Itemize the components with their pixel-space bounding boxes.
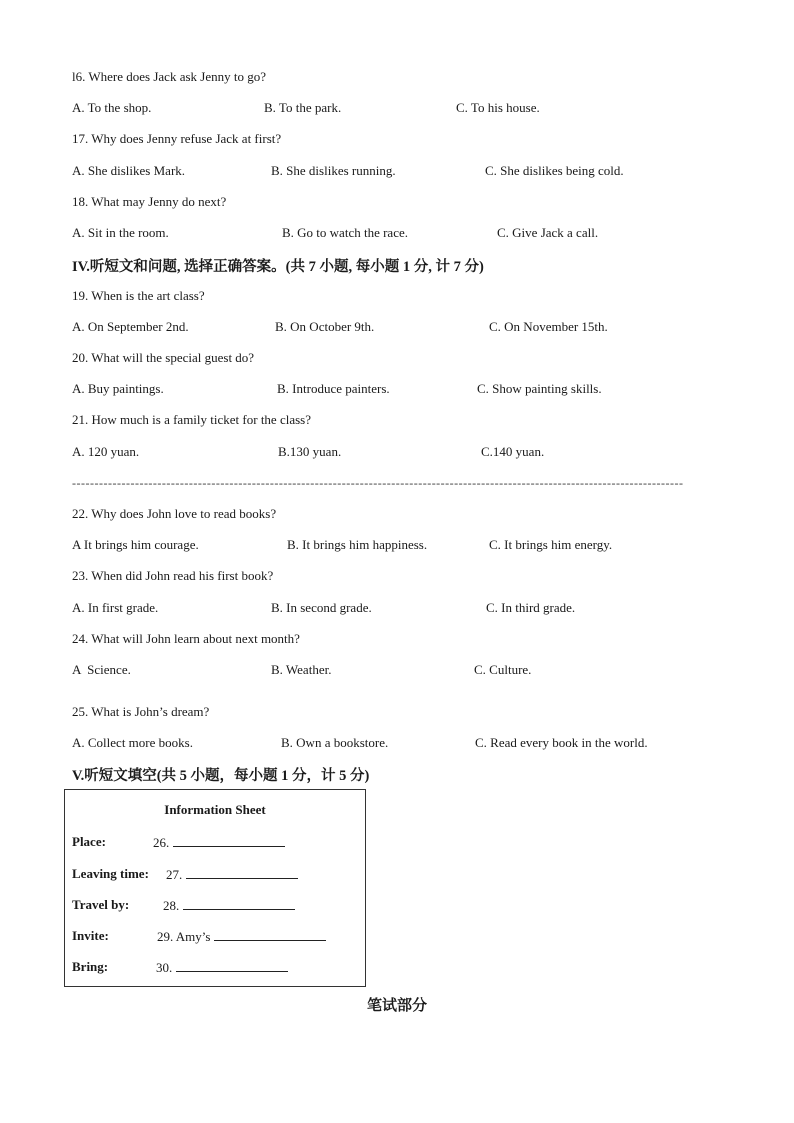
option-17-b: B. She dislikes running. bbox=[271, 163, 396, 178]
written-part-heading: 笔试部分 bbox=[366, 996, 427, 1014]
option-17-a: A. She dislikes Mark. bbox=[72, 163, 186, 178]
option-18-b: B. Go to watch the race. bbox=[282, 225, 408, 240]
option-22-b: B. It brings him happiness. bbox=[287, 537, 428, 552]
info-label-invite: Invite: bbox=[72, 928, 109, 943]
option-19-c: C. On November 15th. bbox=[489, 319, 608, 334]
info-label-leaving-time: Leaving time: bbox=[72, 866, 149, 881]
info-blank-26: 26. bbox=[153, 834, 285, 851]
option-25-c: C. Read every book in the world. bbox=[475, 735, 648, 750]
question-25: 25. What is John’s dream? bbox=[72, 704, 210, 719]
info-label-travel-by: Travel by: bbox=[72, 897, 130, 912]
information-sheet-title: Information Sheet bbox=[164, 802, 266, 817]
question-20: 20. What will the special guest do? bbox=[72, 350, 255, 365]
dashed-divider: ---------------------------------------------------------------------------------------------------------------------------------------- bbox=[72, 476, 684, 490]
question-18: 18. What may Jenny do next? bbox=[72, 194, 227, 209]
option-25-b: B. Own a bookstore. bbox=[281, 735, 389, 750]
question-23: 23. When did John read his first book? bbox=[72, 568, 274, 583]
option-20-a: A. Buy paintings. bbox=[72, 381, 164, 396]
info-blank-28: 28. bbox=[163, 897, 295, 914]
section-5-heading: V.听短文填空(共 5 小题，每小题 1 分，计 5 分) bbox=[72, 768, 370, 784]
info-blank-30: 30. bbox=[156, 959, 288, 976]
option-23-b: B. In second grade. bbox=[271, 600, 372, 615]
info-label-place: Place: bbox=[72, 834, 106, 849]
option-21-b: B.130 yuan. bbox=[278, 444, 342, 459]
option-16-b: B. To the park. bbox=[264, 100, 342, 115]
info-label-bring: Bring: bbox=[72, 959, 109, 974]
option-20-b: B. Introduce painters. bbox=[277, 381, 390, 396]
info-blank-27: 27. bbox=[166, 866, 298, 883]
question-24: 24. What will John learn about next month? bbox=[72, 631, 300, 646]
question-19: 19. When is the art class? bbox=[72, 288, 205, 303]
section-4-heading: IV.听短文和问题, 选择正确答案。(共 7 小题, 每小题 1 分, 计 7 分) bbox=[72, 259, 484, 275]
question-22: 22. Why does John love to read books? bbox=[72, 506, 277, 521]
option-21-a: A. 120 yuan. bbox=[72, 444, 140, 459]
option-24-c: C. Culture. bbox=[474, 662, 532, 677]
question-17: 17. Why does Jenny refuse Jack at first? bbox=[72, 131, 282, 146]
option-21-c: C.140 yuan. bbox=[481, 444, 545, 459]
option-16-c: C. To his house. bbox=[456, 100, 540, 115]
option-22-c: C. It brings him energy. bbox=[489, 537, 613, 552]
option-17-c: C. She dislikes being cold. bbox=[485, 163, 624, 178]
option-24-a: A Science. bbox=[72, 662, 131, 677]
question-16: l6. Where does Jack ask Jenny to go? bbox=[72, 69, 266, 84]
option-16-a: A. To the shop. bbox=[72, 100, 152, 115]
option-23-c: C. In third grade. bbox=[486, 600, 576, 615]
option-19-a: A. On September 2nd. bbox=[72, 319, 189, 334]
option-19-b: B. On October 9th. bbox=[275, 319, 375, 334]
option-20-c: C. Show painting skills. bbox=[477, 381, 602, 396]
question-21: 21. How much is a family ticket for the class? bbox=[72, 412, 311, 427]
option-23-a: A. In first grade. bbox=[72, 600, 159, 615]
option-18-c: C. Give Jack a call. bbox=[497, 225, 599, 240]
option-24-b: B. Weather. bbox=[271, 662, 332, 677]
option-22-a: A It brings him courage. bbox=[72, 537, 199, 552]
information-sheet bbox=[64, 789, 366, 987]
info-blank-29: 29. Amy’s bbox=[157, 928, 326, 945]
option-18-a: A. Sit in the room. bbox=[72, 225, 169, 240]
option-25-a: A. Collect more books. bbox=[72, 735, 193, 750]
